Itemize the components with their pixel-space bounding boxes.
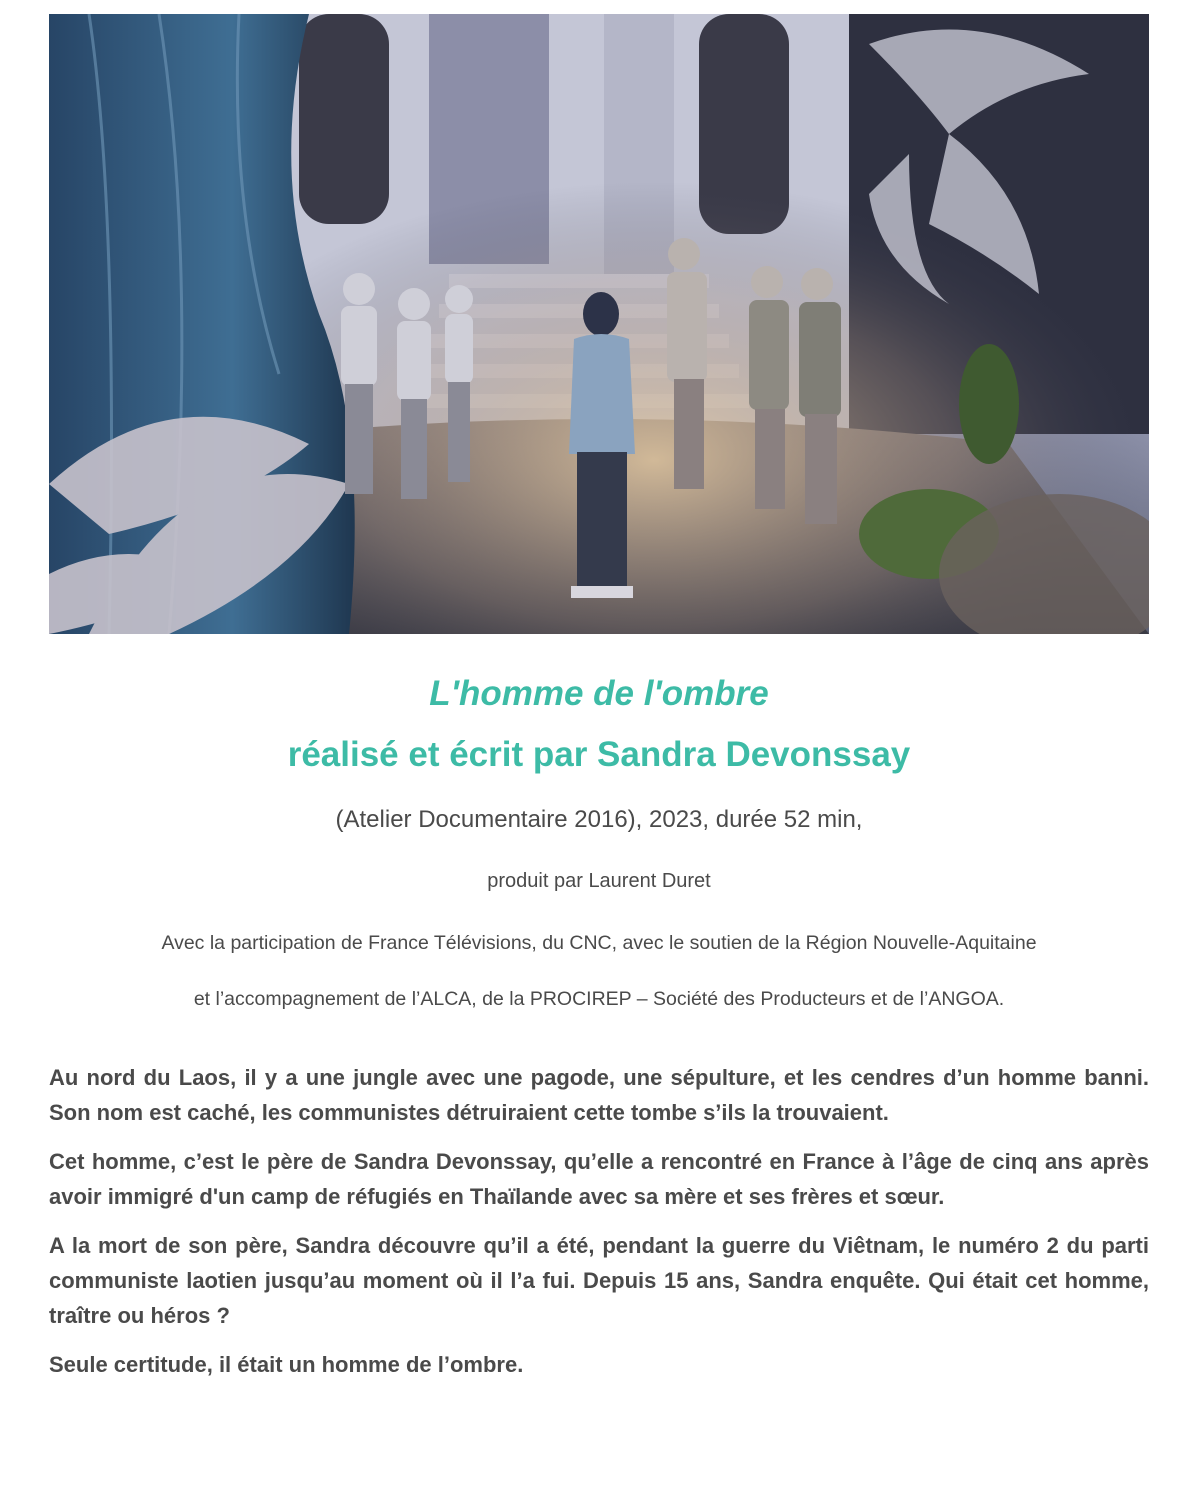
synopsis — [49, 1060, 1149, 1396]
synopsis-paragraph: Seule certitude, il était un homme de l’ombre. — [49, 1352, 524, 1377]
participation-credit: Avec la participation de France Télévisions, du CNC, avec le soutien de la Région Nouvelle-Aquitaine — [161, 932, 1037, 954]
synopsis-paragraph: Cet homme, c’est le père de Sandra Devonssay, qu’elle a rencontré en France à l’âge de cinq ans après avoir immigré d'un camp de réfugiés en Thaïlande avec sa mère et ses frères et sœur. — [49, 1149, 1149, 1209]
accompaniment-credit: et l’accompagnement de l’ALCA, de la PROCIREP – Société des Producteurs et de l’ANGOA. — [193, 988, 1005, 1010]
film-title: L'homme de l'ombre — [429, 674, 769, 713]
film-byline: réalisé et écrit par Sandra Devonssay — [287, 735, 911, 774]
synopsis-paragraph: A la mort de son père, Sandra découvre qu’il a été, pendant la guerre du Viêtnam, le numéro 2 du parti communiste laotien jusqu’au moment où il l’a fui. Depuis 15 ans, Sandra enquête. Qui était cet homme, traître ou héros ? — [49, 1233, 1149, 1328]
film-meta: (Atelier Documentaire 2016), 2023, durée 52 min, — [335, 806, 863, 833]
producer-credit: produit par Laurent Duret — [487, 870, 711, 892]
film-still-illustration — [49, 14, 1149, 634]
hero-image — [49, 14, 1149, 634]
synopsis-paragraph: Au nord du Laos, il y a une jungle avec une pagode, une sépulture, et les cendres d’un homme banni. Son nom est caché, les communistes détruiraient cette tombe s’ils la trouvaient. — [49, 1065, 1149, 1125]
